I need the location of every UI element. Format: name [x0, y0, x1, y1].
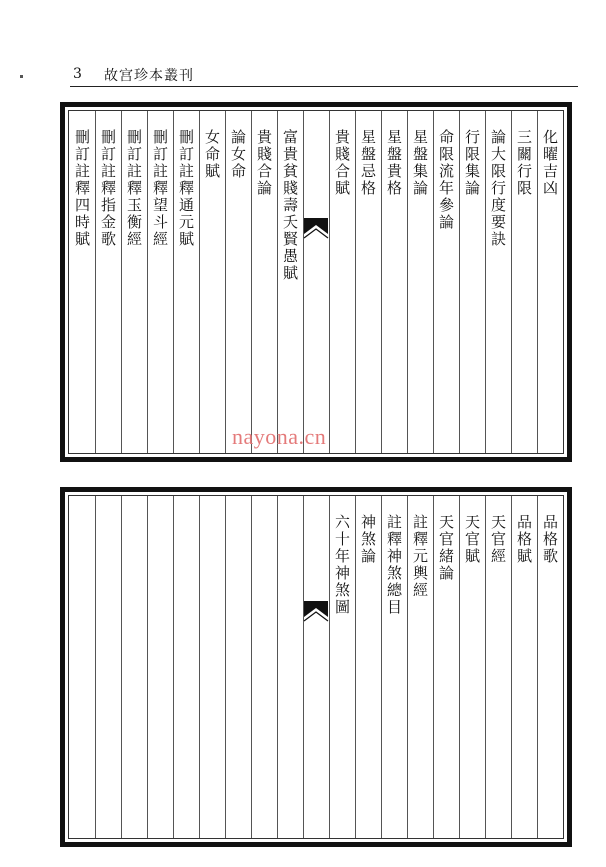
toc-entry: 富貴貧賤壽夭賢愚賦 — [281, 129, 299, 282]
toc-entry: 星盤貴格 — [385, 129, 403, 197]
top-column — [459, 111, 485, 453]
toc-block-bottom — [60, 487, 572, 847]
toc-block-bottom-inner — [68, 495, 564, 839]
toc-entry: 刪訂註釋指金歌 — [99, 129, 117, 248]
fish-tail-mark-icon — [303, 216, 329, 246]
toc-entry: 化曜吉凶 — [541, 129, 559, 197]
page-header — [0, 0, 606, 90]
bottom-column — [407, 496, 433, 838]
top-column — [199, 111, 225, 453]
bottom-column — [381, 496, 407, 838]
bottom-column — [69, 496, 95, 838]
toc-entry: 行限集論 — [463, 129, 481, 197]
toc-entry: 貴賤合賦 — [333, 129, 351, 197]
toc-entry: 天官緒論 — [437, 514, 455, 582]
bottom-column — [355, 496, 381, 838]
toc-entry: 註釋神煞總目 — [385, 514, 403, 616]
toc-entry: 星盤集論 — [411, 129, 429, 197]
top-column — [225, 111, 251, 453]
top-column — [485, 111, 511, 453]
toc-entry: 刪訂註釋望斗經 — [151, 129, 169, 248]
toc-entry: 天官經 — [489, 514, 507, 565]
toc-entry: 神煞論 — [359, 514, 377, 565]
toc-entry: 六十年神煞圖 — [333, 514, 351, 616]
header-rule — [70, 86, 578, 87]
toc-entry: 貴賤合論 — [255, 129, 273, 197]
toc-entry: 品格賦 — [515, 514, 533, 565]
bottom-column — [433, 496, 459, 838]
toc-block-top — [60, 102, 572, 462]
top-column — [381, 111, 407, 453]
top-column — [537, 111, 563, 453]
bottom-column — [173, 496, 199, 838]
top-column — [121, 111, 147, 453]
top-column — [277, 111, 303, 453]
top-column — [147, 111, 173, 453]
bottom-column — [147, 496, 173, 838]
toc-entry: 品格歌 — [541, 514, 559, 565]
top-column — [251, 111, 277, 453]
top-column — [433, 111, 459, 453]
bottom-column — [225, 496, 251, 838]
book-title: 故宫珍本叢刊 — [104, 68, 194, 84]
toc-entry: 刪訂註釋通元賦 — [177, 129, 195, 248]
top-column — [173, 111, 199, 453]
fish-tail-mark-icon — [303, 599, 329, 629]
bottom-column — [199, 496, 225, 838]
top-column — [407, 111, 433, 453]
toc-entry: 註釋元輿經 — [411, 514, 429, 599]
scan-speck — [20, 75, 23, 78]
bottom-column — [121, 496, 147, 838]
bottom-column — [537, 496, 563, 838]
bottom-column — [511, 496, 537, 838]
page-number: 3 — [73, 66, 82, 82]
bottom-column — [329, 496, 355, 838]
watermark: nayona.cn — [232, 424, 327, 449]
toc-entry: 女命賦 — [203, 129, 221, 180]
toc-block-top-inner — [68, 110, 564, 454]
bottom-column — [303, 496, 329, 838]
bottom-column — [485, 496, 511, 838]
toc-entry: 論大限行度要訣 — [489, 129, 507, 248]
toc-entry: 星盤忌格 — [359, 129, 377, 197]
top-column — [303, 111, 329, 453]
toc-entry: 刪訂註釋玉衡經 — [125, 129, 143, 248]
bottom-column — [251, 496, 277, 838]
top-column — [95, 111, 121, 453]
top-column — [355, 111, 381, 453]
toc-entry: 刪訂註釋四時賦 — [73, 129, 91, 248]
toc-entry: 天官賦 — [463, 514, 481, 565]
top-column — [69, 111, 95, 453]
toc-entry: 三關行限 — [515, 129, 533, 197]
top-column — [511, 111, 537, 453]
top-column — [329, 111, 355, 453]
bottom-column — [277, 496, 303, 838]
toc-entry: 命限流年參論 — [437, 129, 455, 231]
bottom-column — [459, 496, 485, 838]
toc-entry: 論女命 — [229, 129, 247, 180]
bottom-column — [95, 496, 121, 838]
